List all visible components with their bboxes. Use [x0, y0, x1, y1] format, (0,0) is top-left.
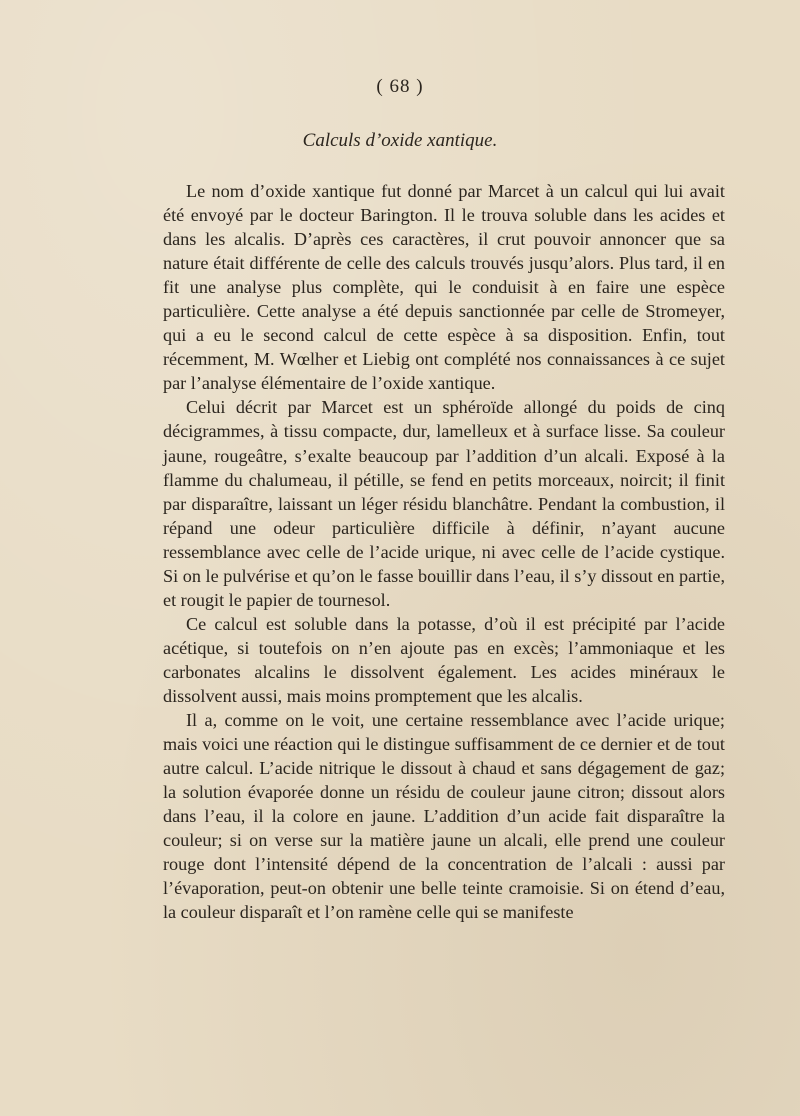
section-heading: Calculs d’oxide xantique. [302, 130, 498, 151]
page-number: ( 68 ) [376, 76, 424, 97]
paragraph-3: Ce calcul est soluble dans la potasse, d’où il est précipité par l’acide acétique, si toutefois on n’en ajoute pas en excès; l’ammoniaque et les carbonates alcalins le dissolvent également. Les acides minéraux le dissolvent aussi, mais moins promptement que les alcalis. [163, 613, 725, 706]
paragraph-2: Celui décrit par Marcet est un sphéroïde allongé du poids de cinq décigrammes, à tissu compacte, dur, lamelleux et à surface lisse. Sa couleur jaune, rougeâtre, s’exalte beaucoup par l’addition d’un alcali. Exposé à la flamme du chalumeau, il pétille, se fend en petits morceaux, noircit; il finit par disparaître, laissant un léger résidu blanchâtre. Pendant la combustion, il répand une odeur particulière difficile à définir, n’ayant aucune ressemblance avec celle de l’acide urique, ni avec celle de l’acide cystique. Si on le pulvérise et qu’on le fasse bouillir dans l’eau, il s’y dissout en partie, et rougit le papier de tournesol. [163, 397, 725, 610]
paragraph-1: Le nom d’oxide xantique fut donné par Marcet à un calcul qui lui avait été envoyé par le docteur Barington. Il le trouva soluble dans les acides et dans les alcalis. D’après ces caractères, il crut pouvoir annoncer que sa nature était différente de celle des calculs trouvés jusqu’alors. Plus tard, il en fit une analyse plus complète, qui le conduisit à en faire une espèce particulière. Cette analyse a été depuis sanctionnée par celle de Stromeyer, qui a eu le second calcul de cette espèce à sa disposition. Enfin, tout récemment, M. Wœlher et Liebig ont complété nos connaissances à ce sujet par l’analyse élémentaire de l’oxide xantique. [163, 181, 725, 394]
paragraph-4: Il a, comme on le voit, une certaine ressemblance avec l’acide urique; mais voici une réaction qui le distingue suffisamment de ce dernier et de tout autre calcul. L’acide nitrique le dissout à chaud et sans dégagement de gaz; la solution évaporée donne un résidu de couleur jaune citron; dissout alors dans l’eau, il la colore en jaune. L’addition d’un acide fait disparaître la couleur; si on verse sur la matière jaune un alcali, elle prend une couleur rouge dont l’intensité dépend de la concentration de l’alcali : aussi par l’évaporation, peut-on obtenir une belle teinte cramoisie. Si on étend d’eau, la couleur disparaît et l’on ramène celle qui se manifeste [163, 710, 725, 923]
body-text [163, 179, 725, 924]
